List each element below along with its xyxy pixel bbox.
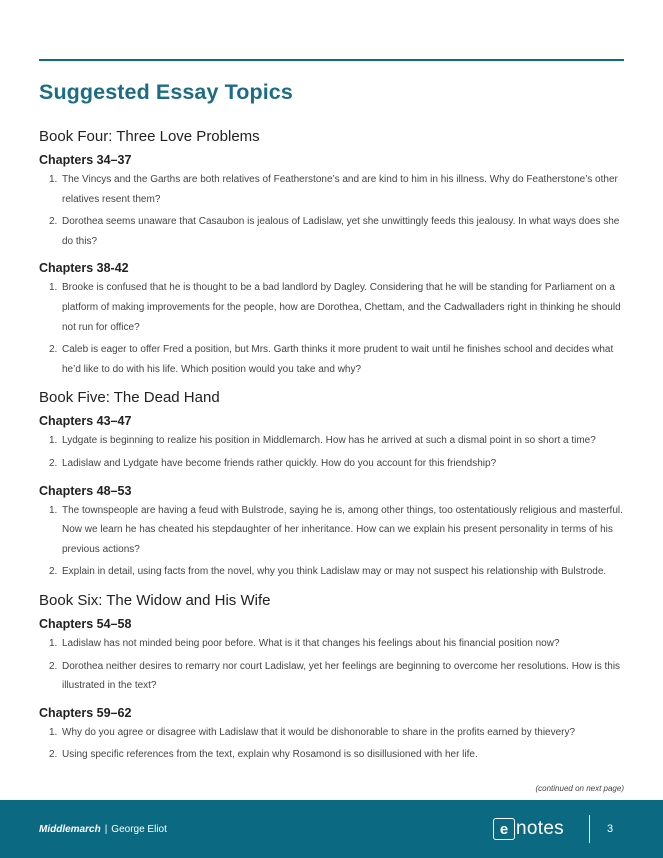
- topic-item: [39, 454, 624, 474]
- topic-item: [39, 657, 624, 696]
- chapter-heading: Chapters 59–62: [39, 705, 132, 720]
- top-rule: [39, 59, 624, 61]
- topic-number: 1.: [49, 282, 58, 294]
- topic-item: [39, 501, 624, 560]
- topic-text: Brooke is confused that he is thought to be a bad landlord by Dagley. Considering that he will be standing for Parliament on a platform of making improvements for the people, how are Dorothea, Chettam, and the Cadwalladers right in thinking he should not run for office?: [62, 282, 621, 333]
- topic-number: 2.: [49, 660, 58, 672]
- topic-list: [39, 431, 624, 473]
- topic-item: [39, 340, 624, 379]
- topic-item: [39, 723, 624, 743]
- essay-topics-content: [39, 128, 624, 775]
- book-heading: Book Four: Three Love Problems: [39, 128, 260, 145]
- topic-list: [39, 170, 624, 251]
- topic-text: Dorothea seems unaware that Casaubon is jealous of Ladislaw, yet she unwittingly feeds this jealousy. In what ways does she do this?: [62, 216, 620, 247]
- topic-list: [39, 501, 624, 582]
- chapter-heading: Chapters 43–47: [39, 414, 132, 429]
- topic-number: 2.: [49, 344, 58, 356]
- topic-number: 2.: [49, 749, 58, 761]
- topic-item: [39, 212, 624, 251]
- topic-text: Why do you agree or disagree with Ladislaw that it would be dishonorable to share in the profits earned by thievery?: [62, 726, 576, 738]
- book-heading: Book Five: The Dead Hand: [39, 389, 220, 407]
- topic-text: The Vincys and the Garths are both relatives of Featherstone’s and are kind to him in his illness. Why do Featherstone’s other relatives resent them?: [62, 174, 618, 205]
- enotes-logo[interactable]: [493, 817, 564, 841]
- footer-separator: |: [104, 824, 108, 835]
- topic-text: Explain in detail, using facts from the novel, why you think Ladislaw may or may not suspect his relationship with Bulstrode.: [62, 566, 607, 578]
- topic-item: [39, 170, 624, 209]
- topic-text: Caleb is eager to offer Fred a position, but Mrs. Garth thinks it more prudent to wait until he finishes school and decides what he’d like to do with his life. Which position would you take and why?: [62, 344, 614, 375]
- enotes-logo-text: notes: [516, 818, 564, 839]
- footer: [0, 800, 663, 858]
- author-name: George Eliot: [111, 824, 167, 835]
- topic-text: Lydgate is beginning to realize his position in Middlemarch. How has he arrived at such a dismal point in so short a time?: [62, 435, 596, 447]
- topic-number: 2.: [49, 457, 58, 469]
- page-title: Suggested Essay Topics: [39, 80, 293, 104]
- work-title: Middlemarch: [39, 824, 101, 835]
- footer-divider: [589, 815, 590, 843]
- topic-text: Ladislaw and Lydgate have become friends rather quickly. How do you account for this friendship?: [62, 457, 497, 469]
- book-heading: Book Six: The Widow and His Wife: [39, 591, 271, 609]
- book-section: [39, 128, 624, 379]
- chapter-heading: Chapters 48–53: [39, 483, 132, 498]
- topic-number: 1.: [49, 435, 58, 447]
- topic-number: 1.: [49, 726, 58, 738]
- topic-number: 1.: [49, 504, 58, 516]
- topic-list: [39, 634, 624, 696]
- enotes-e-icon: e: [493, 818, 515, 840]
- topic-number: 2.: [49, 216, 58, 228]
- topic-list: [39, 278, 624, 379]
- footer-work-info: [39, 824, 167, 835]
- topic-item: [39, 278, 624, 337]
- continued-note: (continued on next page): [535, 784, 624, 793]
- topic-text: Dorothea neither desires to remarry nor court Ladislaw, yet her feelings are beginning to overcome her resolutions. How is this illustrated in the text?: [62, 660, 621, 692]
- chapter-heading: Chapters 54–58: [39, 616, 132, 631]
- topic-number: 1.: [49, 637, 58, 649]
- topic-text: The townspeople are having a feud with Bulstrode, saying he is, among other things, too ostentatiously religious and masterful. Now we learn he has cheated his stepdaughter of her inheritance. How can we explain his present personality in terms of his previous actions?: [62, 504, 623, 555]
- book-section: [39, 389, 624, 582]
- topic-number: 1.: [49, 174, 58, 185]
- topic-item: [39, 562, 624, 582]
- book-section: [39, 592, 624, 765]
- topic-text: Using specific references from the text, explain why Rosamond is so disillusioned with her life.: [62, 749, 478, 761]
- chapter-heading: Chapters 38-42: [39, 261, 129, 276]
- topic-item: [39, 634, 624, 654]
- topic-text: Ladislaw has not minded being poor before. What is it that changes his feelings about his financial position now?: [62, 637, 560, 649]
- topic-item: [39, 431, 624, 451]
- topic-item: [39, 745, 624, 765]
- page-number: 3: [607, 823, 614, 835]
- topic-list: [39, 723, 624, 765]
- topic-number: 2.: [49, 566, 58, 578]
- chapter-heading: Chapters 34–37: [39, 153, 132, 167]
